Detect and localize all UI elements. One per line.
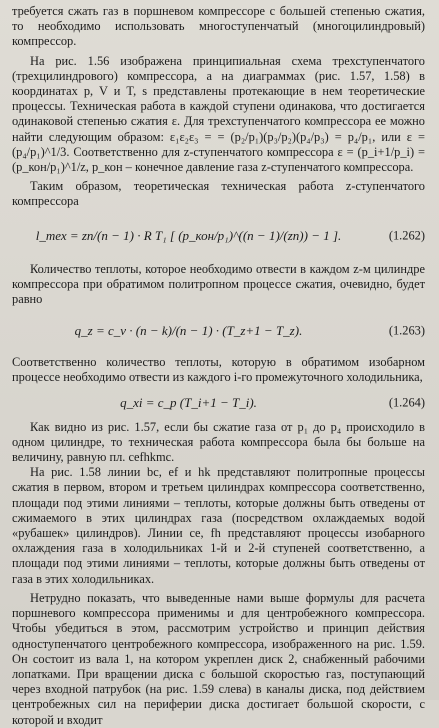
paragraph-three-stage-compressor: На рис. 1.56 изображена принципиальная схема трехступенчатого (трехцилиндрового) компрессора, а на диаграммах (рис. 1.57, 1.58) в координатах p, V и T, s представлены протекающие в нем теоретические процессы. Техническая работа в каждой ступени одинакова, что достигается одинаковой степенью сжатия ε. Для трехступенчатого компрессора ее можно найти следующим образом: ε₁ε₂ε₃ = = (p₂/p₁)(p₃/p₂)(p₄/p₃) = p₄/p₁, или ε = (p₄/p₁)^1/3. Соответственно для z-ступенчатого компрессора ε = (p_i+1/p_i) = (p_кон/p₁)^1/z, p_кон – конечное давление газа z-ступенчатого компрессора.: [12, 53, 425, 175]
paragraph-intercooler-heat: Соответственно количество теплоты, которую в обратимом изобарном процессе необходимо отвести из каждого i-го промежуточного холодильника,: [12, 355, 425, 385]
formula-number: (1.262): [388, 228, 425, 243]
paragraph-intro: требуется сжать газ в поршневом компрессоре с большей степенью сжатия, то необходимо использовать многоступенчатый (многоцилиндровый) компрессор.: [12, 4, 425, 49]
formula-technical-work: [12, 214, 425, 258]
paragraph-single-cylinder-comparison: Как видно из рис. 1.57, если бы сжатие газа от p₁ до p₄ происходило в одном цилиндре, то техническая работа компрессора была бы больше на величину, равную пл. cefhkmc.: [12, 419, 425, 465]
paragraph-technical-work: Таким образом, теоретическая техническая работа z-ступенчатого компрессора: [12, 179, 425, 209]
formula-heat-per-cylinder: [12, 311, 425, 351]
formula-number: (1.264): [388, 395, 425, 410]
formula-expression: q_z = c_v · (n − k)/(n − 1) · (T_z+1 − T_z).: [74, 323, 303, 339]
paragraph-ts-diagram: На рис. 1.58 линии bc, ef и hk представляют политропные процессы сжатия в первом, втором и третьем цилиндрах компрессора соответственно, площади под этими линиями – теплоты, которые должны быть отведены от сжимаемого в этих цилиндрах газа (посредством охлаждаемых водой «рубашек» цилиндров). Линии ce, fh представляют процессы изобарного охлаждения газа в холодильниках 1-й и 2-й ступеней соответственно, а площади под этими линиями – теплоты, которые должны быть отведены от газа в этих холодильниках.: [12, 465, 425, 586]
formula-expression: q_xi = c_p (T_i+1 − T_i).: [120, 394, 257, 410]
formula-expression: l_тех = zn/(n − 1) · R T₁ [ (p_кон/p₁)^((n − 1)/(zn)) − 1 ].: [35, 227, 342, 243]
formula-number: (1.263): [388, 323, 425, 338]
formula-intercooler-heat: [12, 390, 425, 416]
paragraph-heat-per-cylinder: Количество теплоты, которое необходимо отвести в каждом z-м цилиндре компрессора при обратимом политропном процессе сжатия, очевидно, будет равно: [12, 261, 425, 307]
paragraph-centrifugal-compressor: Нетрудно показать, что выведенные нами выше формулы для расчета поршневого компрессора применимы и для центробежного компрессора. Чтобы убедиться в этом, рассмотрим устройство и принцип действия одноступенчатого центробежного компрессора, изображенного на рис. 1.59. Он состоит из вала 1, на котором укреплен диск 2, снабженный рабочими лопатками. При вращении диска с большой скоростью газ, поступающий через входной патрубок (на рис. 1.59 слева) в каналы диска, под действием центробежных сил на периферии диска достигает большой скорости, с которой и входит: [12, 590, 425, 727]
